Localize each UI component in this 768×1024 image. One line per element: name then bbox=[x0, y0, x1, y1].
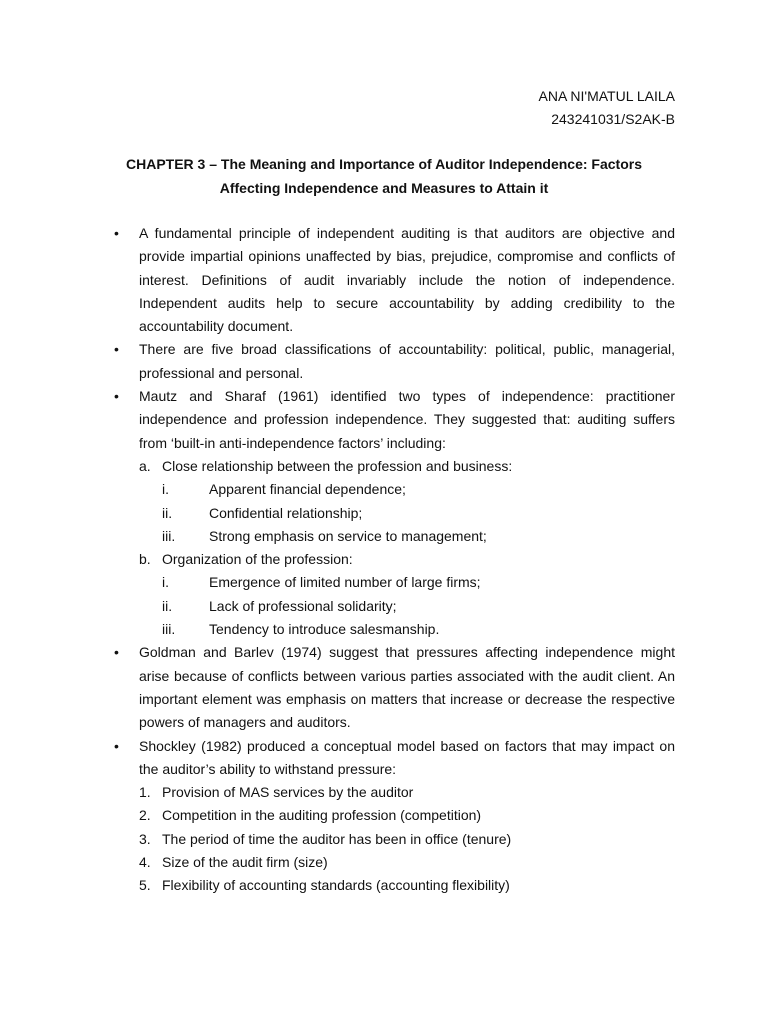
roman-text: Emergence of limited number of large firms; bbox=[209, 574, 481, 591]
bullet-dot: • bbox=[114, 388, 119, 405]
numbered-text: Competition in the auditing profession (competition) bbox=[162, 807, 482, 824]
number-marker: 5. bbox=[139, 877, 151, 894]
author-name: ANA NI'MATUL LAILA bbox=[538, 88, 675, 104]
roman-marker: ii. bbox=[162, 504, 173, 521]
numbered-list-item bbox=[139, 781, 675, 804]
roman-list-item bbox=[139, 571, 675, 594]
sublist-text: Organization of the profession: bbox=[162, 551, 353, 568]
numbered-text: Flexibility of accounting standards (accounting flexibility) bbox=[162, 877, 510, 894]
roman-list-item bbox=[139, 502, 675, 525]
student-id: 243241031/S2AK-B bbox=[551, 111, 675, 127]
document-header bbox=[539, 85, 676, 131]
bullet-item bbox=[114, 385, 675, 455]
roman-marker: i. bbox=[162, 481, 169, 498]
numbered-text: Provision of MAS services by the auditor bbox=[162, 784, 414, 801]
document-body bbox=[114, 222, 675, 898]
roman-list-item bbox=[139, 478, 675, 501]
numbered-list-item bbox=[139, 828, 675, 851]
sublist-marker: b. bbox=[139, 551, 151, 568]
bullet-item bbox=[114, 641, 675, 734]
numbered-text: Size of the audit firm (size) bbox=[162, 854, 328, 871]
roman-text: Lack of professional solidarity; bbox=[209, 597, 397, 614]
roman-marker: iii. bbox=[162, 621, 176, 638]
bullet-item bbox=[114, 222, 675, 338]
sublist-marker: a. bbox=[139, 457, 151, 474]
roman-text: Strong emphasis on service to management; bbox=[209, 527, 487, 544]
bullet-dot: • bbox=[114, 644, 119, 661]
bullet-dot: • bbox=[114, 341, 119, 358]
bullet-item bbox=[114, 735, 675, 782]
roman-text: Tendency to introduce salesmanship. bbox=[209, 621, 440, 638]
chapter-title-line-2: Affecting Independence and Measures to Attain it bbox=[219, 180, 549, 196]
number-marker: 3. bbox=[139, 830, 151, 847]
number-marker: 1. bbox=[139, 784, 151, 801]
bullet-text: Mautz and Sharaf (1961) identified two types of independence: practitioner independence and profession independence. They suggested that: auditing suffers from ‘built-in anti-independence factors’ including: bbox=[139, 388, 675, 451]
bullet-dot: • bbox=[114, 225, 119, 241]
roman-marker: iii. bbox=[162, 527, 176, 544]
bullet-item bbox=[114, 338, 675, 385]
numbered-text: The period of time the auditor has been in office (tenure) bbox=[162, 830, 512, 847]
number-marker: 2. bbox=[139, 807, 151, 824]
roman-text: Confidential relationship; bbox=[209, 504, 363, 521]
bullet-text: Goldman and Barlev (1974) suggest that pressures affecting independence might arise because of conflicts between various parties associated with the audit client. An important element was emphasis on matters that increase or decrease the respective powers of managers and auditors. bbox=[139, 644, 675, 731]
bullet-dot: • bbox=[114, 737, 119, 754]
sublist-item bbox=[139, 548, 675, 571]
roman-list-item bbox=[139, 618, 675, 641]
numbered-list-item bbox=[139, 804, 675, 827]
sublist-item bbox=[139, 455, 675, 478]
numbered-list-item bbox=[139, 874, 675, 897]
bullet-text: Shockley (1982) produced a conceptual model based on factors that may impact on the auditor’s ability to withstand pressure: bbox=[139, 737, 675, 777]
bullet-text: There are five broad classifications of accountability: political, public, managerial, professional and personal. bbox=[139, 341, 675, 381]
bullet-text: A fundamental principle of independent auditing is that auditors are objective and provide impartial opinions unaffected by bias, prejudice, compromise and conflicts of interest. Definitions of audit invariably include the notion of independence. Independent audits help to secure accountability by adding credibility to the accountability document. bbox=[139, 225, 675, 335]
number-marker: 4. bbox=[139, 854, 151, 871]
roman-list-item bbox=[139, 525, 675, 548]
roman-text: Apparent financial dependence; bbox=[209, 481, 406, 498]
chapter-title-line-1: CHAPTER 3 – The Meaning and Importance of Auditor Independence: Factors bbox=[126, 156, 642, 172]
numbered-list-item bbox=[139, 851, 675, 874]
roman-list-item bbox=[139, 595, 675, 618]
sublist-text: Close relationship between the profession and business: bbox=[162, 457, 513, 474]
roman-marker: ii. bbox=[162, 597, 173, 614]
chapter-title bbox=[100, 152, 668, 200]
roman-marker: i. bbox=[162, 574, 169, 591]
